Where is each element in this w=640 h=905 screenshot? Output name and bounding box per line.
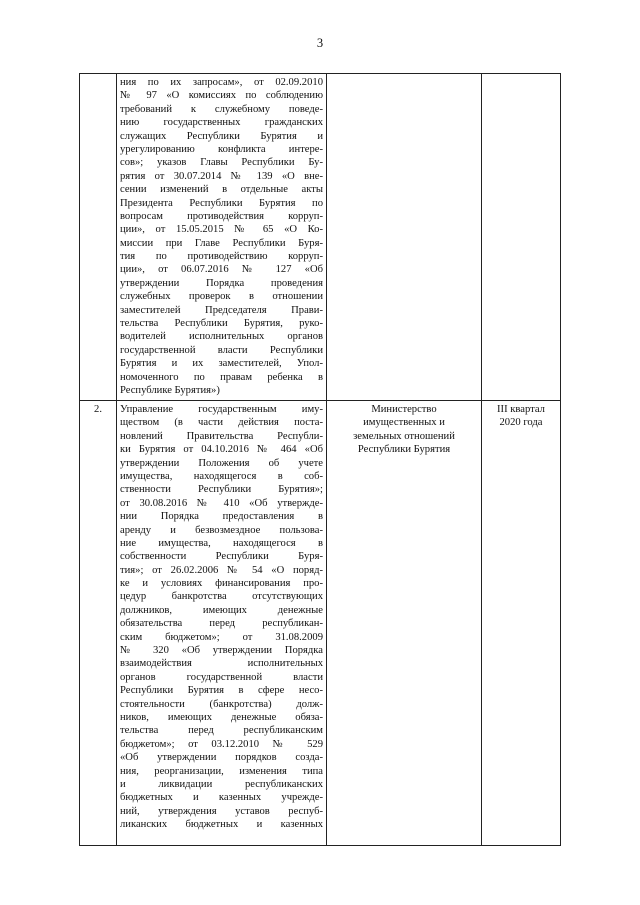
measure-text-line: водителей исполнительных органов (120, 331, 323, 343)
measure-text-line: ния по их запросам», от 02.09.2010 (120, 77, 323, 88)
responsible-cell (327, 74, 482, 401)
measure-text-line: «Об утверждении порядков созда- (120, 752, 323, 764)
measure-text-line: собственности Республики Буря- (120, 551, 323, 563)
measure-text-line: органов государственной власти (120, 671, 323, 683)
measure-text-line: государственной власти Республики (120, 344, 323, 356)
responsible-cell (327, 401, 482, 846)
measure-text-line: ния, реорганизации, изменения типа (120, 765, 323, 777)
measure-text-line: требований к служебному поведе- (120, 103, 323, 115)
measure-text-line: тия по противодействию корруп- (120, 251, 323, 263)
measure-text-line: бюджетом»; от 03.12.2010 № 529 (120, 738, 323, 750)
measure-text-line: номоченного по правам ребенка в (120, 371, 323, 383)
measure-text-line: имущества, находящегося в соб- (120, 470, 323, 482)
measure-text-line: ке и условиях финансирования про- (120, 578, 323, 590)
measure-text-line: ственности Республики Бурятия»; (120, 484, 323, 496)
measure-text-line: ние имущества, находящегося в (120, 537, 323, 549)
deadline-cell (482, 401, 561, 846)
table-row (80, 74, 561, 401)
measure-text-line: вопросам противодействия корруп- (120, 210, 323, 222)
measure-text-line: ки Бурятия от 04.10.2016 № 464 «Об (120, 444, 323, 456)
measure-text-line: цедур банкротства отсутствующих (120, 591, 323, 603)
measure-text-line: служебных проверок в отношении (120, 291, 323, 303)
measure-text-line: миссии при Главе Республики Буря- (120, 237, 323, 249)
measure-text-cell (117, 401, 327, 846)
measure-text-line: ции», от 06.07.2016 № 127 «Об (120, 264, 323, 276)
measure-text-line: стоятельности (банкротства) долж- (120, 698, 323, 710)
row-number-cell (80, 74, 117, 401)
table-row (80, 401, 561, 846)
row-number: 2. (94, 404, 102, 415)
row-number-cell (80, 401, 117, 846)
measure-text-line: тельства перед республиканским (120, 725, 323, 737)
measure-text-line: утверждении Порядка проведения (120, 277, 323, 289)
deadline-cell (482, 74, 561, 401)
measure-text-line: Республике Бурятия») (120, 384, 220, 396)
measure-text-line: взаимодействия исполнительных (120, 658, 323, 670)
measure-text-line: нию государственных гражданских (120, 117, 323, 129)
measure-text-line: сов»; указов Главы Республики Бу- (120, 157, 323, 169)
measure-text-line: № 320 «Об утверждении Порядка (120, 645, 323, 657)
measure-text-line: тельства Республики Бурятия, руко- (120, 318, 323, 330)
measure-text-line: № 97 «О комиссиях по соблюдению (120, 90, 323, 102)
measure-text-line: Республики Бурятия в сфере несо- (120, 685, 323, 697)
measure-text-line: бюджетных и казенных учрежде- (120, 792, 323, 804)
responsible-line: имущественных и (363, 417, 445, 429)
measure-text-line: ским бюджетом»; от 31.08.2009 (120, 631, 323, 643)
measure-text-line: ществом (в части действия поста- (120, 417, 323, 429)
measure-text-line: аренду и безвозмездное пользова- (120, 524, 323, 536)
measure-text-line: и ликвидации республиканских (120, 778, 323, 790)
measure-text-line: обязательства перед республикан- (120, 618, 323, 630)
measure-text-line: Бурятия и их заместителей, Упол- (120, 358, 323, 370)
measure-text-line: ликанских бюджетных и казенных (120, 819, 323, 831)
page-number: 3 (316, 36, 324, 50)
measure-text-line: новлений Правительства Республи- (120, 430, 323, 442)
measure-text-line: ний, утверждения уставов респуб- (120, 805, 323, 817)
deadline-line: 2020 года (499, 417, 543, 429)
measure-text-line: Управление государственным иму- (120, 404, 323, 415)
measure-text-cell (117, 74, 327, 401)
measure-text-line: рятия от 30.07.2014 № 139 «О вне- (120, 170, 323, 182)
measure-text-line: нии Порядка предоставления в (120, 511, 323, 523)
measure-text-line: от 30.08.2016 № 410 «Об утвержде- (120, 497, 323, 509)
measure-text-line: Президента Республики Бурятия по (120, 197, 323, 209)
measure-text-line: ников, имеющих денежные обяза- (120, 711, 323, 723)
measure-text-line: тия»; от 26.02.2006 № 54 «О поряд- (120, 564, 323, 576)
responsible-line: земельных отношений (353, 430, 455, 442)
measure-text-line: сении изменений в отдельные акты (120, 184, 323, 196)
measure-text-line: служащих Республики Бурятия и (120, 130, 323, 142)
measure-text-line: заместителей Председателя Прави- (120, 304, 323, 316)
measure-text-line: должников, имеющих денежные (120, 604, 323, 616)
measure-text-line: урегулированию конфликта интере- (120, 143, 323, 155)
measures-table (79, 73, 561, 846)
deadline-line: III квартал (497, 404, 545, 415)
responsible-line: Республики Бурятия (357, 444, 451, 456)
measure-text-line: утверждении Положения об учете (120, 457, 323, 469)
responsible-line: Министерство (371, 404, 437, 415)
measure-text-line: ции», от 15.05.2015 № 65 «О Ко- (120, 224, 323, 236)
